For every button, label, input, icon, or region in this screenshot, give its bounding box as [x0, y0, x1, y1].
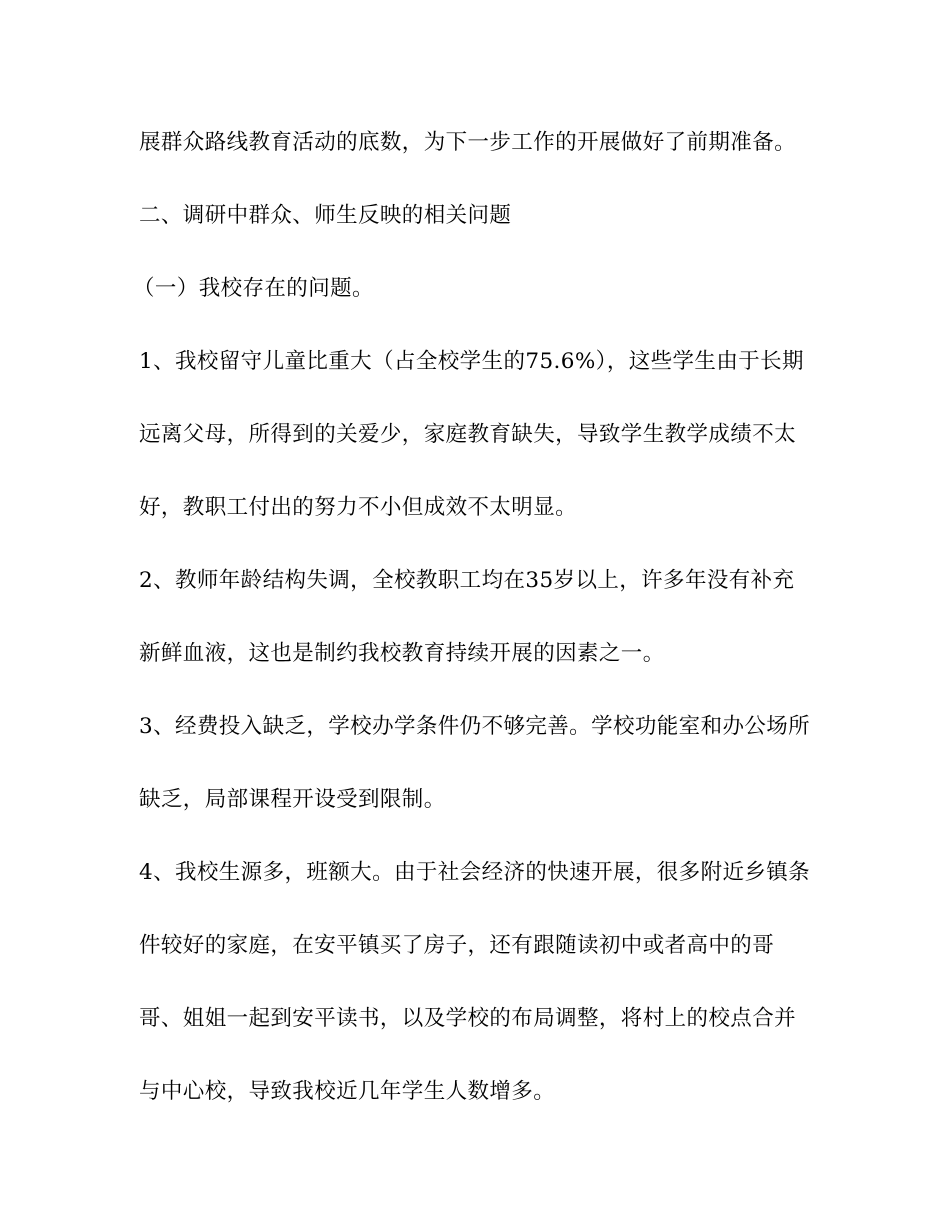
- text-line-8: 新鲜血液，这也是制约我校教育持续开展的因素之一。: [139, 641, 665, 666]
- subsection-heading: （一）我校存在的问题。: [133, 276, 374, 301]
- text-line-14: 与中心校，导致我校近几年学生人数增多。: [139, 1079, 556, 1104]
- text-line-10: 缺乏，局部课程开设受到限制。: [139, 787, 446, 812]
- text-line-7: 2、教师年龄结构失调，全校教职工均在35岁以上，许多年没有补充: [139, 568, 795, 593]
- text-line-9: 3、经费投入缺乏，学校办学条件仍不够完善。学校功能室和办公场所: [139, 714, 811, 739]
- text-line-11: 4、我校生源多，班额大。由于社会经济的快速开展，很多附近乡镇条: [139, 860, 811, 885]
- text-line-12: 件较好的家庭，在安平镇买了房子，还有跟随读初中或者高中的哥: [139, 933, 775, 958]
- section-heading: 二、调研中群众、师生反映的相关问题: [139, 203, 512, 228]
- text-line-6: 好，教职工付出的努力不小但成效不太明显。: [139, 495, 578, 520]
- text-line-13: 哥、姐姐一起到安平读书，以及学校的布局调整，将村上的校点合并: [139, 1006, 797, 1031]
- text-line-1: 展群众路线教育活动的底数，为下一步工作的开展做好了前期准备。: [139, 130, 797, 155]
- text-line-4: 1、我校留守儿童比重大（占全校学生的75.6%），这些学生由于长期: [139, 349, 804, 374]
- text-line-5: 远离父母，所得到的关爱少，家庭教育缺失，导致学生教学成绩不太: [139, 422, 797, 447]
